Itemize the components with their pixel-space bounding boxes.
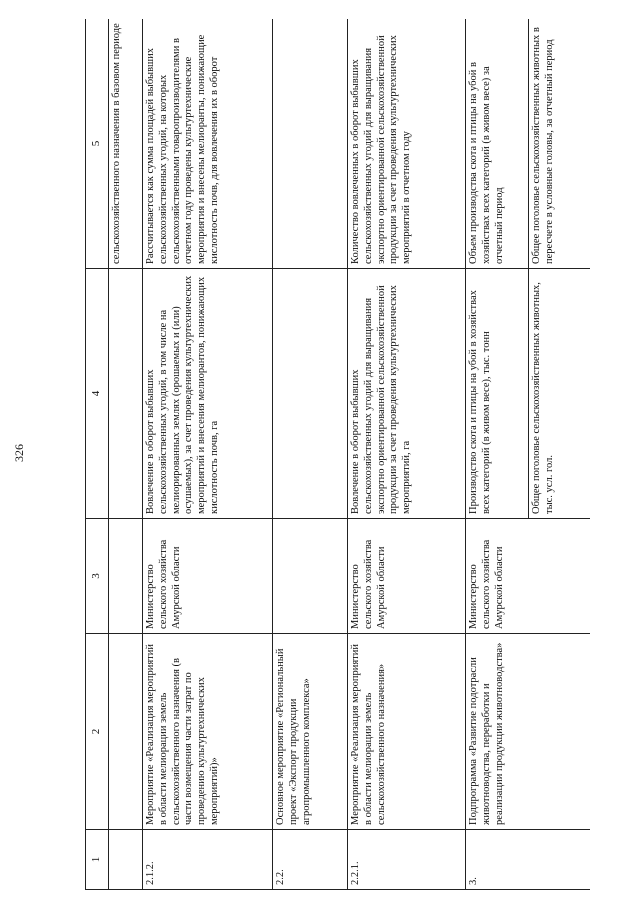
column-header: 2 — [86, 634, 109, 830]
row-indicator: Общее поголовье сельскохозяйственных животных, тыс. усл. гол. — [528, 269, 590, 518]
row-method: Объем производства скота и птицы на убой в хозяйствах всех категорий (в живом весе) за отчетный период — [468, 62, 505, 264]
table-row — [273, 19, 348, 890]
row-indicator — [273, 269, 348, 519]
row-method: Рассчитывается как сумма площадей выбывших сельскохозяйственных угодий, на которых сельскохозяйственными товаропроизводителями в отчетном году проведены культуртехнические мероприятия и внесены мелиоранты, понижающие кислотность почв, для вовлечения их в оборот — [143, 19, 273, 269]
row-indicator: Вовлечение в оборот выбывших сельскохозяйственных угодий для выращивания экспортно ориентированной сельскохозяйственной продукции за счет проведения культуртехнических мероприятий, га — [348, 269, 466, 519]
table-row — [466, 19, 591, 890]
row-executor — [273, 519, 348, 634]
row-id: 3. — [466, 830, 591, 890]
rotated-table-area — [85, 19, 590, 890]
header-row — [86, 19, 109, 890]
row-method: Общее поголовье сельскохозяйственных животных в пересчете в условные головы, за отчетный период — [528, 19, 590, 268]
row-method-split — [466, 19, 591, 269]
row-id: 2.2. — [273, 830, 348, 890]
row-id: 2.1.2. — [143, 830, 273, 890]
row-executor: Министерство сельского хозяйства Амурской области — [466, 519, 591, 634]
table-row — [143, 19, 273, 890]
column-header: 4 — [86, 269, 109, 519]
row-executor: Министерство сельского хозяйства Амурской области — [348, 519, 466, 634]
rotated-table-container — [85, 19, 590, 890]
table-row — [348, 19, 466, 890]
row-name: Мероприятие «Реализация мероприятий в области мелиорации земель сельскохозяйственного назначения (в части возмещения части затрат по проведению культуртехнических мероприятий)» — [143, 634, 273, 830]
row-indicator-split — [466, 269, 591, 519]
row-name: Основное мероприятие «Региональный проект «Экспорт продукции агропромышленного комплекса» — [273, 634, 348, 830]
row-indicator: Вовлечение в оборот выбывших сельскохозяйственных угодий, в том числе на мелиорированных землях (орошаемых и (или) осушаемых), за счет проведения культуртехнических мероприятий и внесения мелиорантов, понижающих кислотность почв, га — [143, 269, 273, 519]
page-number: 326 — [12, 444, 26, 462]
row-method — [273, 19, 348, 269]
row-method: Количество вовлеченных в оборот выбывших сельскохозяйственных угодий для выращивания экспортно ориентированной сельскохозяйственной продукции за счет проведения культуртехнических мероприятий в отчетном году — [348, 19, 466, 269]
table-cell-continuation: сельскохозяйственного назначения в базовом периоде — [109, 19, 143, 269]
row-name: Мероприятие «Реализация мероприятий в области мелиорации земель сельскохозяйственного назначения» — [348, 634, 466, 830]
row-id: 2.2.1. — [348, 830, 466, 890]
row-name: Подпрограмма «Развитие подотрасли животноводства, переработки и реализации продукции животноводства» — [466, 634, 591, 830]
row-indicator: Производство скота и птицы на убой в хозяйствах всех категорий (в живом весе), тыс. тонн — [468, 290, 492, 514]
column-header: 3 — [86, 519, 109, 634]
row-executor: Министерство сельского хозяйства Амурской области — [143, 519, 273, 634]
column-header: 5 — [86, 19, 109, 269]
column-header: 1 — [86, 830, 109, 890]
table-row — [109, 19, 143, 890]
program-table — [85, 19, 590, 890]
